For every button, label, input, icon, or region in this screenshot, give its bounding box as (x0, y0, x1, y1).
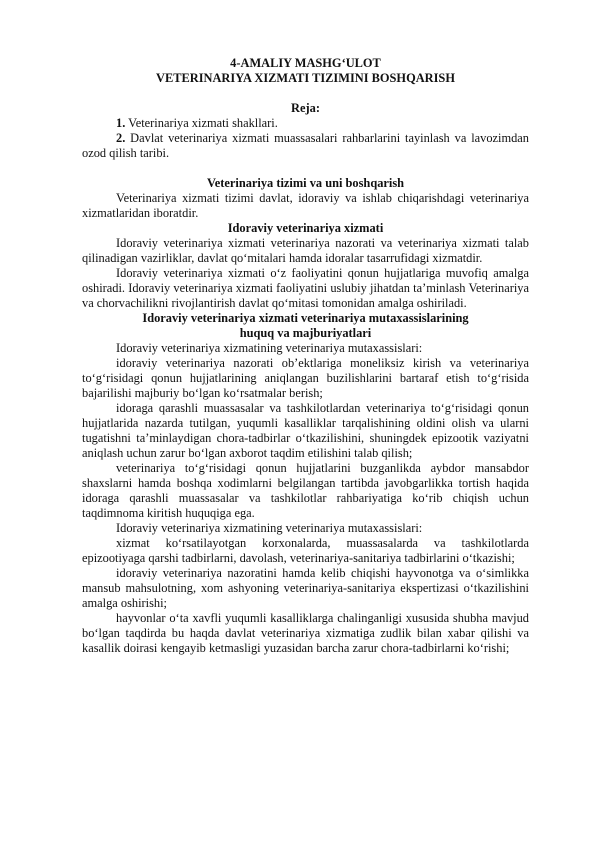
paragraph: veterinariya to‘g‘risidagi qonun hujjatlarini buzganlikda aybdor mansabdor shaxslarni hamda boshqa xodimlarni belgilangan tartibda javobgarlikka tortish haqida idoraga qarashli muassasalar va tashkilotlar rahbariyatiga ko‘rib chiqish uchun taqdimnoma kiritish huquqiga ega. (82, 461, 529, 520)
section-heading: Idoraviy veterinariya xizmati (227, 221, 384, 235)
paragraph: Idoraviy veterinariya xizmatining veterinariya mutaxassislari: (116, 521, 423, 535)
paragraph: xizmat ko‘rsatilayotgan korxonalarda, muassasalarda va tashkilotlarda epizootiyaga qarshi tadbirlarni, davolash, veterinariya-sanitariya tadbirlarini o‘tkazishi; (82, 536, 529, 565)
document-page (82, 56, 529, 656)
paragraph: Veterinariya xizmati tizimi davlat, idoraviy va ishlab chiqarishdagi veterinariya xizmatlaridan iboratdir. (82, 191, 529, 220)
paragraph: Idoraviy veterinariya xizmati o‘z faoliyatini qonun hujjatlariga muvofiq amalga oshiradi. Idoraviy veterinariya xizmati faoliyatini uslubiy jihatdan ta’minlash Veterinariya va chorvachilikni rivojlantirish davlat qo‘mitasi tomonidan amalga oshiriladi. (82, 266, 529, 310)
plan-title: Reja: (291, 101, 320, 115)
paragraph: idoraviy veterinariya nazorati ob’ektlariga moneliksiz kirish va veterinariya to‘g‘risidagi qonun hujjatlarining aniqlangan buzilishlarini bartaraf etish to‘g‘risida bajarilishi majburiy bo‘lgan ko‘rsatmalar berish; (82, 356, 529, 400)
section-heading: Idoraviy veterinariya xizmati veterinariya mutaxassislarining (142, 311, 469, 325)
lesson-number: 4-AMALIY MASHG‘ULOT (230, 56, 381, 70)
section-heading: Veterinariya tizimi va uni boshqarish (206, 176, 405, 190)
paragraph: idoraviy veterinariya nazoratini hamda kelib chiqishi hayvonotga va o‘simlikka mansub mahsulotning, xom ashyoning veterinariya-sanitariya ekspertizasi o‘tkazilishini amalga oshirishi; (82, 566, 529, 610)
spacer (82, 161, 529, 176)
plan-item-2: 2. Davlat veterinariya xizmati muassasalari rahbarlarini tayinlash va lavozimdan ozod qilish taribi. (82, 131, 529, 160)
paragraph: Idoraviy veterinariya xizmati veterinariya nazorati va veterinariya xizmati talab qilinadigan vazirliklar, davlat qo‘mitalari hamda idoralar tasarrufidagi xizmatdir. (82, 236, 529, 265)
paragraph: Idoraviy veterinariya xizmatining veterinariya mutaxassislari: (116, 341, 423, 355)
lesson-title: VETERINARIYA XIZMATI TIZIMINI BOSHQARISH (156, 71, 455, 85)
paragraph: idoraga qarashli muassasalar va tashkilotlardan veterinariya to‘g‘risidagi qonun hujjatlarida nazarda tutilgan, yuqumli kasalliklar tarqalishining oldini olish va ularni tugatishni ta’minlaydigan chora-tadbirlar o‘tkazilishini, shuningdek epizootik vaziyatni aniqlash uchun zarur bo‘lgan axborot taqdim etilishini talab qilish; (82, 401, 529, 460)
plan-item-1: 1. Veterinariya xizmati shakllari. (116, 116, 278, 130)
paragraph: hayvonlar o‘ta xavfli yuqumli kasalliklarga chalinganligi xususida shubha mavjud bo‘lgan taqdirda bu haqda davlat veterinariya xizmatiga zudlik bilan xabar qilishi va kasallik doirasi kengayib ketmasligi yuzasidan barcha zarur chora-tadbirlarni ko‘rishi; (82, 611, 529, 655)
section-heading-line2: huquq va majburiyatlari (239, 326, 372, 340)
